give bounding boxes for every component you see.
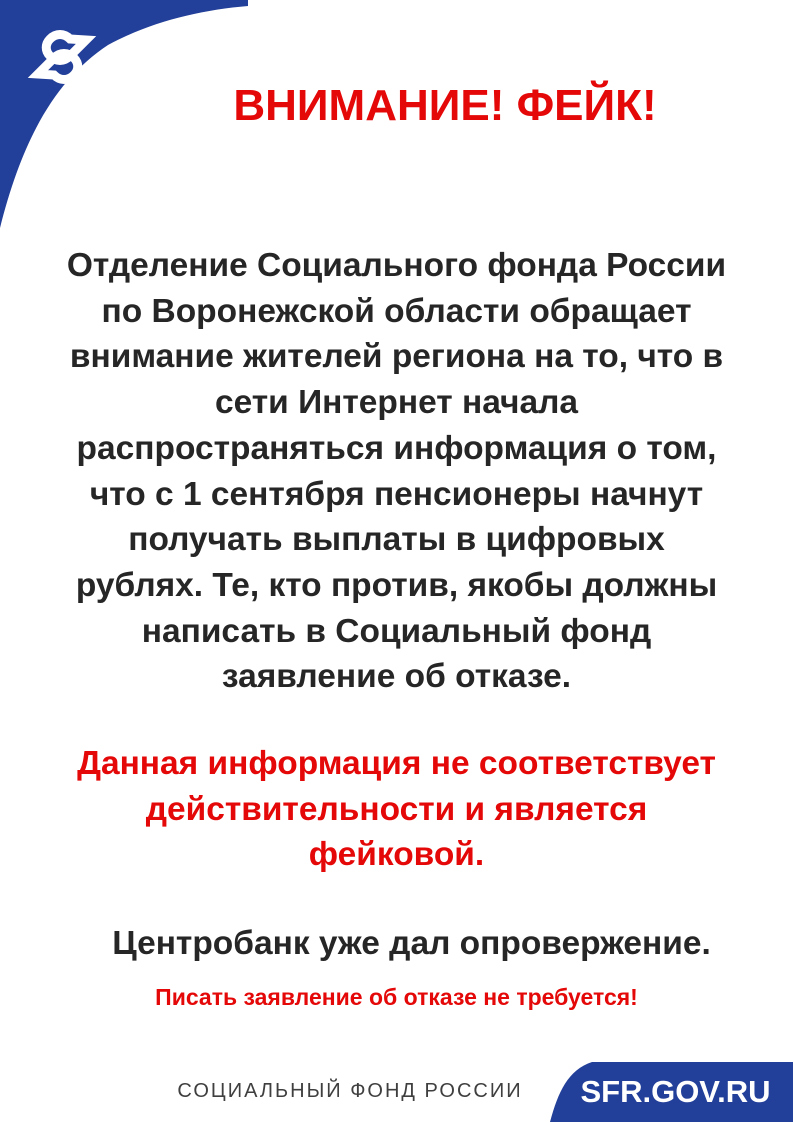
centrobank-text: Центробанк уже дал опровержение. <box>112 925 711 962</box>
warning-line: действительности и является <box>145 790 648 828</box>
note-text: Писать заявление об отказе не требуется! <box>155 984 638 1010</box>
fake-warning-paragraph <box>20 741 773 878</box>
announcement-paragraph <box>20 243 773 700</box>
body-line: распространяться информация о том, <box>76 429 717 467</box>
footer-org-name: СОЦИАЛЬНЫЙ ФОНД РОССИИ <box>177 1080 523 1102</box>
body-line: Отделение Социального фонда России <box>66 247 727 284</box>
sfr-logo-icon <box>24 18 104 98</box>
body-line: написать в Социальный фонд <box>141 612 652 650</box>
no-application-note <box>20 980 773 1014</box>
body-line: внимание жителей региона на то, что в <box>69 338 724 376</box>
footer-url-link[interactable]: SFR.GOV.RU <box>580 1074 771 1109</box>
alert-headline <box>150 78 740 134</box>
footer-url-badge[interactable] <box>550 1062 793 1122</box>
body-line: сети Интернет начала <box>214 384 579 422</box>
headline-text: ВНИМАНИЕ! ФЕЙК! <box>233 81 657 130</box>
warning-line: Данная информация не соответствует <box>77 745 716 782</box>
body-line: получать выплаты в цифровых <box>128 521 665 559</box>
warning-line: фейковой. <box>308 836 485 874</box>
body-line: рублях. Те, кто против, якобы должны <box>75 566 718 604</box>
body-line: что с 1 сентября пенсионеры начнут <box>89 475 704 513</box>
centrobank-statement <box>20 921 793 967</box>
body-line: по Воронежской области обращает <box>101 292 692 330</box>
body-line: заявление об отказе. <box>221 658 572 696</box>
